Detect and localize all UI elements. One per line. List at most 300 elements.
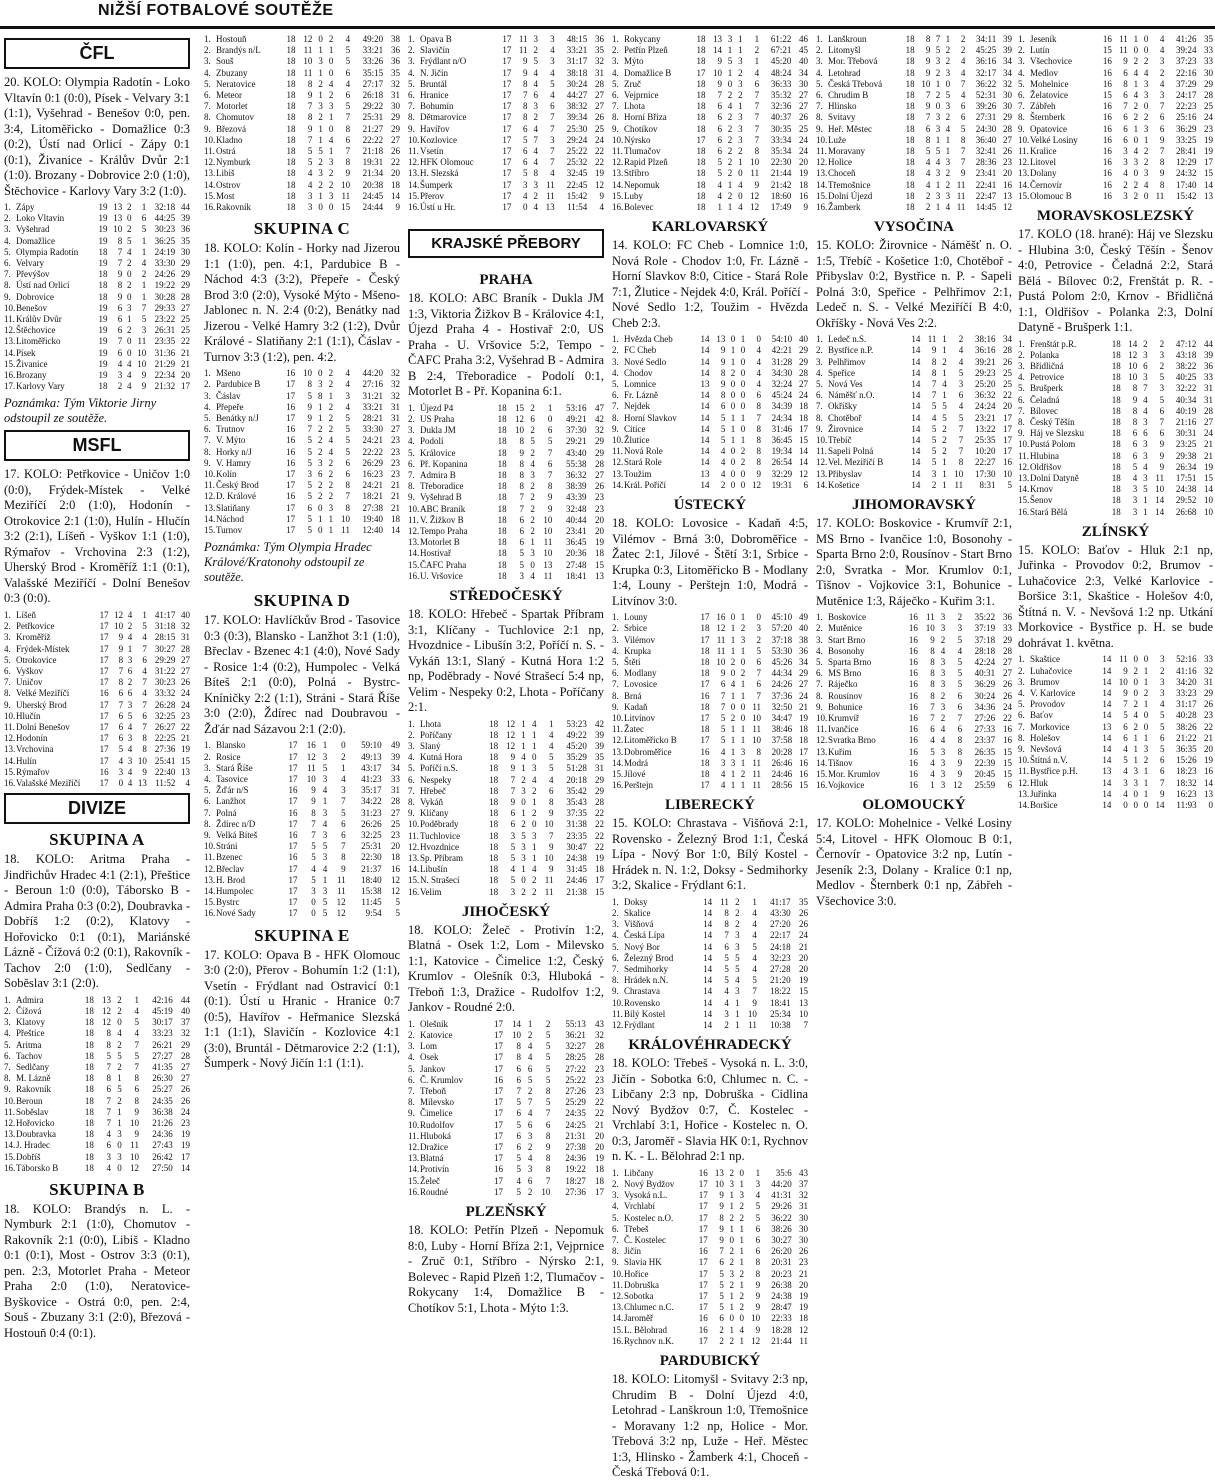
stat-cell: 1 — [754, 56, 760, 67]
stat-cell: 2 — [729, 1246, 734, 1257]
stat-cell: 29 — [181, 258, 190, 269]
table-row — [204, 785, 400, 796]
table-row — [612, 908, 808, 919]
stat-cell: 13 — [113, 213, 123, 224]
stat-cell: 31:22 — [154, 665, 176, 676]
rank-cell: 7. — [204, 435, 211, 446]
stat-cell: 33 — [1204, 56, 1213, 67]
stat-cell: 2 — [940, 634, 946, 645]
table-row — [4, 247, 190, 258]
table-row — [408, 775, 604, 786]
stat-cell: 3 — [127, 654, 133, 665]
rank-cell: 7. — [408, 101, 415, 112]
stat-cell: 26 — [799, 919, 808, 930]
stat-cell: 19:31 — [771, 479, 793, 490]
table-row — [1018, 507, 1213, 518]
stat-cell: 5 — [307, 457, 312, 468]
stat-cell: 4 — [940, 645, 946, 656]
team-cell: Velká Bíteš — [216, 829, 258, 840]
rank-cell: 14. — [612, 1313, 624, 1324]
table-row — [816, 191, 1012, 202]
stat-cell: 25 — [181, 314, 190, 325]
table-row — [204, 752, 400, 763]
table-row — [4, 1096, 190, 1107]
table-row — [612, 424, 808, 435]
stat-cell: 17 — [1204, 157, 1213, 168]
stat-cell: 16 — [99, 688, 109, 699]
stat-cell: 11 — [1119, 34, 1128, 44]
stat-cell: 3 — [945, 67, 951, 78]
stat-cell: 20 — [595, 525, 604, 536]
stat-cell: 5 — [345, 446, 350, 457]
stat-cell: 5 — [510, 841, 516, 852]
stat-cell: 1 — [1143, 788, 1149, 799]
stat-cell: 3 — [935, 123, 941, 134]
stat-cell: 30 — [1003, 90, 1012, 101]
jihomoravsky-heading: JIHOMORAVSKÝ — [852, 497, 976, 514]
stat-cell: 5 — [547, 436, 553, 447]
stat-cell: 18 — [84, 1050, 94, 1061]
table-row — [4, 744, 190, 755]
stat-cell: 29:26 — [771, 1201, 792, 1212]
team-cell: Hranice — [420, 90, 449, 101]
stat-cell: 26:68 — [1175, 506, 1197, 517]
stat-cell: 18:40 — [361, 874, 382, 885]
stat-cell: 2 — [740, 668, 746, 679]
table-row — [204, 402, 400, 413]
stat-cell: 18 — [696, 168, 706, 179]
stat-cell: 1 — [735, 1020, 740, 1031]
stat-cell: 32 — [391, 390, 400, 401]
table-row — [612, 202, 808, 213]
stat-cell: 22:40 — [154, 766, 176, 777]
stat-cell: 18 — [1111, 349, 1121, 360]
rank-cell: 14. — [816, 757, 828, 768]
table-row — [4, 258, 190, 269]
stat-cell: 18 — [391, 513, 400, 524]
table-row — [1018, 428, 1213, 439]
table-row — [816, 56, 1012, 67]
stat-cell: 2 — [127, 677, 133, 688]
stat-cell: 19 — [98, 213, 108, 224]
team-cell: Višňová — [624, 919, 654, 930]
stat-cell: 17 — [799, 746, 808, 757]
team-cell: Slavia HK — [624, 1257, 662, 1268]
stat-cell: 6 — [1123, 732, 1128, 743]
stat-cell: 0 — [935, 101, 941, 112]
stat-cell: 6 — [510, 819, 516, 830]
stat-cell: 18 — [497, 492, 507, 503]
team-cell: Třeboň — [420, 1085, 446, 1096]
stat-cell: 14 — [181, 1162, 190, 1173]
stat-cell: 5 — [545, 1029, 551, 1040]
rank-cell: 4. — [612, 645, 619, 656]
stat-cell: 18 — [84, 1095, 94, 1106]
msfl-heading: MSFL — [4, 430, 190, 461]
stat-cell: 15 — [1003, 757, 1012, 768]
team-cell: Dolní Datyně — [1030, 472, 1079, 483]
stat-cell: 17 — [493, 1085, 503, 1096]
stat-cell: 33:21 — [362, 401, 384, 412]
stat-cell: 4 — [720, 457, 726, 468]
stat-cell: 61:22 — [770, 34, 792, 44]
stat-cell: 2 — [530, 503, 535, 514]
stat-cell: 3 — [739, 1190, 745, 1201]
stat-cell: 8 — [930, 656, 935, 667]
stat-cell: 23:35 — [566, 830, 587, 841]
rank-cell: 15. — [408, 559, 420, 570]
stat-cell: 0 — [1133, 687, 1138, 698]
stat-cell: 29 — [391, 112, 400, 123]
stat-cell: 2 — [1133, 56, 1139, 67]
team-cell: Nová Role — [624, 446, 663, 457]
stat-cell: 13 — [102, 994, 112, 1005]
stat-cell: 3 — [735, 941, 740, 952]
stat-cell: 13 — [700, 379, 710, 390]
team-cell: Domažlice — [16, 235, 55, 246]
stat-cell: 10 — [1118, 676, 1128, 687]
stat-cell: 22:47 — [975, 190, 997, 201]
stat-cell: 24:38 — [566, 852, 587, 863]
rank-cell: 1. — [204, 368, 211, 379]
stat-cell: 18 — [84, 1017, 94, 1028]
stat-cell: 2 — [735, 919, 740, 930]
stat-cell: 14 — [703, 896, 713, 907]
stat-cell: 21:26 — [152, 1117, 173, 1128]
rank-cell: 3. — [612, 1190, 619, 1201]
rank-cell: 15. — [612, 190, 624, 201]
stat-cell: 17 — [700, 780, 710, 791]
stat-cell: 17 — [700, 634, 710, 645]
stat-cell: 3 — [940, 768, 946, 779]
stat-cell: 2 — [328, 424, 334, 435]
stat-cell: 14 — [1155, 799, 1165, 810]
stat-cell: 7 — [930, 712, 935, 723]
stat-cell: 20 — [799, 964, 808, 975]
stat-cell: 27 — [1003, 656, 1012, 667]
stat-cell: 26:21 — [152, 1039, 173, 1050]
stat-cell: 35:42 — [566, 785, 587, 796]
team-cell: Žamberk — [828, 202, 861, 213]
stat-cell: 17 — [595, 875, 604, 886]
stat-cell: 16 — [908, 679, 918, 690]
group-a-heading: SKUPINA A — [49, 830, 145, 850]
stat-cell: 2 — [126, 258, 132, 269]
stat-cell: 18 — [497, 458, 507, 469]
stat-cell: 20:23 — [771, 1268, 792, 1279]
stat-cell: 2 — [945, 168, 951, 179]
stat-cell: 26:18 — [362, 90, 384, 101]
stat-cell: 23 — [391, 435, 400, 446]
table-row — [4, 292, 190, 303]
stat-cell: 5 — [142, 621, 147, 632]
stat-cell: 5 — [1007, 479, 1012, 490]
stat-cell: 31 — [1204, 394, 1213, 405]
stat-cell: 4 — [345, 368, 350, 379]
stat-cell: 5 — [1123, 710, 1128, 721]
stat-cell: 18 — [286, 45, 296, 56]
stat-cell: 15:42 — [566, 190, 588, 201]
stat-cell: 18 — [696, 56, 706, 67]
stat-cell: 1 — [1143, 699, 1149, 710]
stat-cell: 8 — [523, 78, 528, 89]
stat-cell: 17 — [1003, 446, 1012, 457]
table-row — [612, 368, 808, 379]
stat-cell: 5 — [942, 401, 947, 412]
stat-cell: 14 — [1102, 687, 1112, 698]
stat-cell: 3 — [1123, 190, 1128, 201]
stat-cell: 7 — [958, 435, 964, 446]
rank-cell: 10. — [612, 997, 624, 1008]
stat-cell: 32:22 — [1175, 383, 1197, 394]
stat-cell: 3 — [510, 830, 516, 841]
rank-cell: 14. — [204, 513, 216, 524]
team-cell: Frýdlant n/O — [420, 56, 467, 67]
stat-cell: 3 — [322, 807, 328, 818]
stat-cell: 21 — [799, 941, 808, 952]
stat-cell: 6 — [547, 425, 553, 436]
stat-cell: 9 — [719, 1223, 724, 1234]
stat-cell: 10 — [543, 525, 553, 536]
stat-cell: 14 — [700, 412, 710, 423]
stat-cell: 18 — [286, 202, 296, 213]
table-row — [1018, 654, 1213, 665]
rank-cell: 8. — [408, 481, 415, 492]
stat-cell: 7 — [930, 701, 935, 712]
rank-cell: 9. — [612, 986, 619, 997]
stat-cell: 18 — [1111, 461, 1121, 472]
rank-cell: 16. — [408, 570, 420, 581]
stat-cell: 31:36 — [154, 347, 176, 358]
table-row — [1018, 135, 1213, 146]
stat-cell: 5 — [719, 1291, 724, 1302]
table-row — [816, 135, 1012, 146]
table-row — [816, 446, 1012, 457]
stat-cell: 1 — [729, 1324, 734, 1335]
stat-cell: 23 — [391, 457, 400, 468]
cfl-results: 20. KOLO: Olympia Radotín - Loko Vltavín 0:1 (0:0), Písek - Velvary 3:1 (1:1), Vyšehrad - Benešov 0:0, pen. 3:4, Litoměřicko - Domažlice 0:3 (0:2), Ústí nad Orlicí - Zápy 0:1 (0:1), Živanice - Králův Dvůr 2:1 (1:0). Brozany - Dobrovice 2:0 (1:0), Štěchovice - Karlovy Vary 3:2 (1:0). — [4, 75, 190, 198]
stat-cell: 2 — [318, 480, 323, 491]
stat-cell: 13 — [181, 766, 190, 777]
stat-cell: 31:17 — [566, 56, 588, 67]
stat-cell: 17 — [698, 1212, 708, 1223]
stat-cell: 18 — [286, 168, 296, 179]
stat-cell: 18 — [489, 752, 499, 763]
stat-cell: 7 — [341, 796, 346, 807]
rank-cell: 2. — [1018, 45, 1025, 56]
stat-cell: 2 — [738, 67, 743, 78]
stat-cell: 2 — [1143, 146, 1149, 157]
team-cell: Třebeš — [624, 1223, 649, 1234]
stat-cell: 4 — [531, 718, 537, 729]
stat-cell: 7 — [106, 1106, 112, 1117]
stat-cell: 3 — [341, 785, 346, 796]
team-cell: Nespeky — [420, 774, 452, 785]
stat-cell: 4 — [1143, 67, 1149, 78]
rank-cell: 1. — [408, 34, 415, 44]
stat-cell: 3 — [756, 623, 762, 634]
stat-cell: 3 — [940, 757, 946, 768]
team-cell: Dolní Benešov — [16, 721, 70, 732]
rank-cell: 5. — [204, 78, 211, 89]
stat-cell: 18 — [696, 45, 706, 56]
rank-cell: 12. — [612, 457, 624, 468]
stat-cell: 5 — [545, 1097, 551, 1108]
table-row — [408, 191, 604, 202]
stat-cell: 44 — [181, 994, 190, 1005]
stat-cell: 17 — [696, 134, 706, 145]
stat-cell: 11 — [954, 479, 964, 490]
stat-cell: 5 — [307, 525, 312, 536]
stat-cell: 1 — [318, 190, 323, 201]
table-row — [204, 34, 400, 45]
stat-cell: 57:20 — [771, 623, 793, 634]
stat-cell: 1 — [730, 356, 736, 367]
table-row — [612, 1224, 808, 1235]
stat-cell: 8 — [756, 423, 762, 434]
stat-cell: 0 — [311, 897, 316, 908]
stat-cell: 16 — [286, 457, 296, 468]
stat-cell: 14 — [703, 930, 713, 941]
stat-cell: 5 — [942, 412, 947, 423]
stat-cell: 1 — [521, 864, 526, 875]
stat-cell: 15 — [1102, 45, 1112, 56]
stat-cell: 8 — [142, 733, 147, 744]
stat-cell: 8 — [307, 78, 313, 89]
stat-cell: 19:40 — [362, 513, 384, 524]
table-row — [204, 424, 400, 435]
rank-cell: 5. — [408, 763, 415, 774]
stat-cell: 18:41 — [565, 570, 587, 581]
stat-cell: 2 — [727, 134, 733, 145]
stat-cell: 29 — [595, 447, 604, 458]
stat-cell: 16 — [908, 735, 918, 746]
stat-cell: 6 — [1143, 360, 1148, 371]
rank-cell: 3. — [204, 56, 211, 67]
stat-cell: 19 — [595, 537, 604, 548]
table-row — [816, 68, 1012, 79]
rank-cell: 6. — [204, 796, 211, 807]
stat-cell: 49 — [391, 740, 400, 751]
stat-cell: 30 — [799, 1212, 808, 1223]
stat-cell: 18 — [286, 34, 296, 44]
stat-cell: 1 — [740, 645, 746, 656]
stat-cell: 1 — [547, 402, 553, 413]
stat-cell: 26 — [1003, 679, 1012, 690]
stat-cell: 18 — [286, 190, 296, 201]
stredocesky-results: 18. KOLO: Hřebeč - Spartak Příbram 3:1, Klíčany - Tuchlovice 2:1 np, Hvozdnice - Libušín 3:2, Poříčí n. S. - Vykáň 13:1, Slaný - Kutná Hora 1:2 np, Poděbrady - Nové Strašecí 5:4 np, Velim - Nespeky 0:2, Lhota - Poříčany 2:1. — [408, 607, 604, 714]
stat-cell: 38:26 — [1176, 721, 1197, 732]
column-2 — [204, 34, 400, 1352]
team-cell: Březová — [216, 123, 246, 134]
rank-cell: 10. — [612, 134, 624, 145]
stat-cell: 5 — [345, 56, 351, 67]
stat-cell: 23 — [1003, 157, 1012, 168]
stat-cell: 41:17 — [154, 609, 176, 620]
stat-cell: 17 — [502, 34, 512, 44]
table-row — [1018, 484, 1213, 495]
stat-cell: 9 — [134, 1106, 139, 1117]
stat-cell: 4 — [142, 632, 147, 643]
stat-cell: 4 — [1143, 394, 1148, 405]
stat-cell: 1 — [942, 390, 947, 401]
stat-cell: 17 — [493, 1018, 503, 1029]
stat-cell: 17 — [288, 885, 298, 896]
stat-cell: 4 — [533, 67, 538, 78]
rank-cell: 10. — [408, 1119, 420, 1130]
stat-cell: 5 — [141, 224, 147, 235]
stat-cell: 20 — [799, 952, 808, 963]
stat-cell: 3 — [126, 302, 132, 313]
stat-cell: 8 — [545, 1130, 551, 1141]
stat-cell: 8 — [755, 1268, 761, 1279]
stat-cell: 17 — [502, 202, 512, 213]
stat-cell: 5 — [134, 1050, 139, 1061]
stat-cell: 0 — [730, 479, 736, 490]
stat-cell: 18 — [1111, 405, 1121, 416]
table-row — [408, 819, 604, 830]
stat-cell: 9 — [134, 1129, 139, 1140]
stat-cell: 9 — [752, 997, 757, 1008]
team-cell: Slatiňany — [216, 502, 250, 513]
stat-cell: 10 — [921, 78, 931, 89]
rank-cell: 11. — [1018, 766, 1029, 777]
team-cell: Benátky n/J — [216, 413, 259, 424]
stat-cell: 2 — [328, 368, 334, 379]
rank-cell: 8. — [408, 112, 415, 123]
table-row — [1018, 755, 1213, 766]
stat-cell: 49 — [799, 612, 808, 623]
cfl-heading: ČFL — [4, 38, 190, 69]
stat-cell: 18 — [286, 112, 296, 123]
stat-cell: 5 — [307, 157, 313, 168]
zlinsky-results: 15. KOLO: Baťov - Hluk 2:1 np, Juřinka - Provodov 0:2, Brumov - Luhačovice 2:3, Velké Karlovice - Boršice 3:1, Skaštice - Holešov 4:0, Štítná n. V. - Nevšová 1:2 np. Utkání Morkovice - Bystřice p. H. se bude dohrávat 1. května. — [1018, 542, 1213, 650]
stat-cell: 4 — [960, 90, 966, 101]
stat-cell: 18 — [700, 656, 710, 667]
stat-cell: 9 — [547, 492, 553, 503]
stat-cell: 2 — [958, 334, 964, 345]
stat-cell: 5 — [735, 964, 740, 975]
stat-cell: 37 — [799, 1178, 808, 1189]
stat-cell: 1 — [1143, 134, 1149, 145]
rank-cell: 9. — [1018, 428, 1025, 439]
rank-cell: 6. — [4, 258, 11, 269]
stat-cell: 10 — [1204, 506, 1213, 517]
rank-cell: 8. — [4, 1073, 11, 1084]
stat-cell: 2 — [945, 45, 951, 56]
table-row — [1018, 79, 1213, 90]
stat-cell: 13 — [595, 570, 604, 581]
stat-cell: 4 — [550, 45, 555, 56]
rank-cell: 11. — [612, 446, 623, 457]
stat-cell: 5 — [1159, 394, 1165, 405]
team-cell: Hostouň — [216, 34, 247, 44]
stat-cell: 17 — [502, 190, 512, 201]
team-cell: Poděbrady — [420, 819, 459, 830]
stat-cell: 0 — [1133, 788, 1138, 799]
team-cell: Brušperk — [1030, 383, 1063, 394]
stat-cell: 6 — [117, 314, 123, 325]
table-row — [816, 747, 1012, 758]
stat-cell: 38:18 — [566, 67, 588, 78]
stat-cell: 9 — [755, 1324, 761, 1335]
stat-cell: 3 — [307, 202, 313, 213]
stat-cell: 1 — [730, 746, 736, 757]
stat-cell: 20:28 — [771, 746, 793, 757]
karlovarsky-table — [612, 334, 808, 491]
stat-cell: 1 — [727, 202, 733, 213]
stat-cell: 27:38 — [565, 1141, 586, 1152]
